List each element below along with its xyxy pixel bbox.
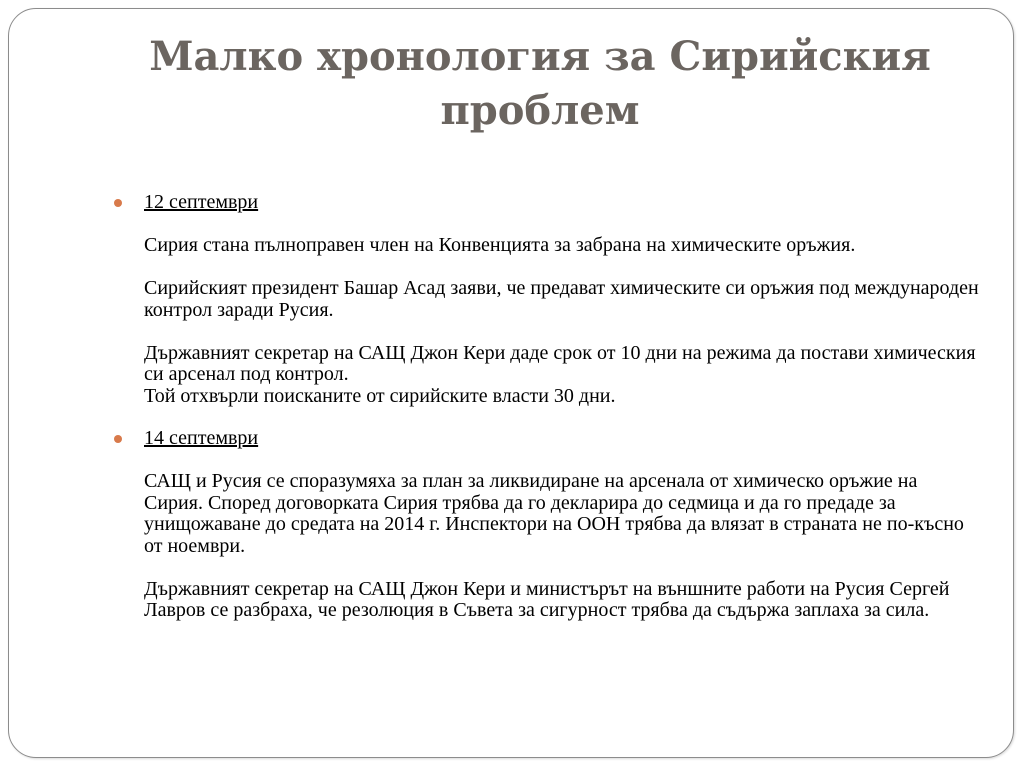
- item-paragraph: Сирия стана пълноправен член на Конвенцията за забрана на химическите оръжия.: [144, 234, 856, 256]
- bullet-icon: [114, 199, 122, 207]
- list-item: [110, 192, 980, 407]
- item-paragraph: Сирийският президент Башар Асад заяви, че предават химическите си оръжия под международен контрол заради Русия.: [144, 277, 979, 321]
- item-paragraph: Държавният секретар на САЩ Джон Кери даде срок от 10 дни на режима да постави химическия си арсенал под контрол. Той отхвърли поисканите от сирийските власти 30 дни.: [144, 341, 976, 407]
- item-paragraph: Държавният секретар на САЩ Джон Кери и министърът на външните работи на Русия Сергей Лавров се разбраха, че резолюция в Съвета за сигурност трябва да съдържа заплаха за сила.: [144, 577, 950, 621]
- item-date: 14 септември: [144, 427, 259, 449]
- slide-title: Малко хронология за Сирийския проблем: [149, 33, 931, 134]
- bullet-icon: [114, 435, 122, 443]
- item-date: 12 септември: [144, 191, 259, 213]
- slide-content: [110, 192, 980, 622]
- list-item: [110, 428, 980, 622]
- item-paragraph: САЩ и Русия се споразумяха за план за ликвидиране на арсенала от химическо оръжие на Сирия. Според договорката Сирия трябва да го декларира до седмица и да го предаде за унищожаване до средата на 2014 г. Инспектори на ООН трябва да влязат в страната не по-късно от ноември.: [144, 470, 964, 557]
